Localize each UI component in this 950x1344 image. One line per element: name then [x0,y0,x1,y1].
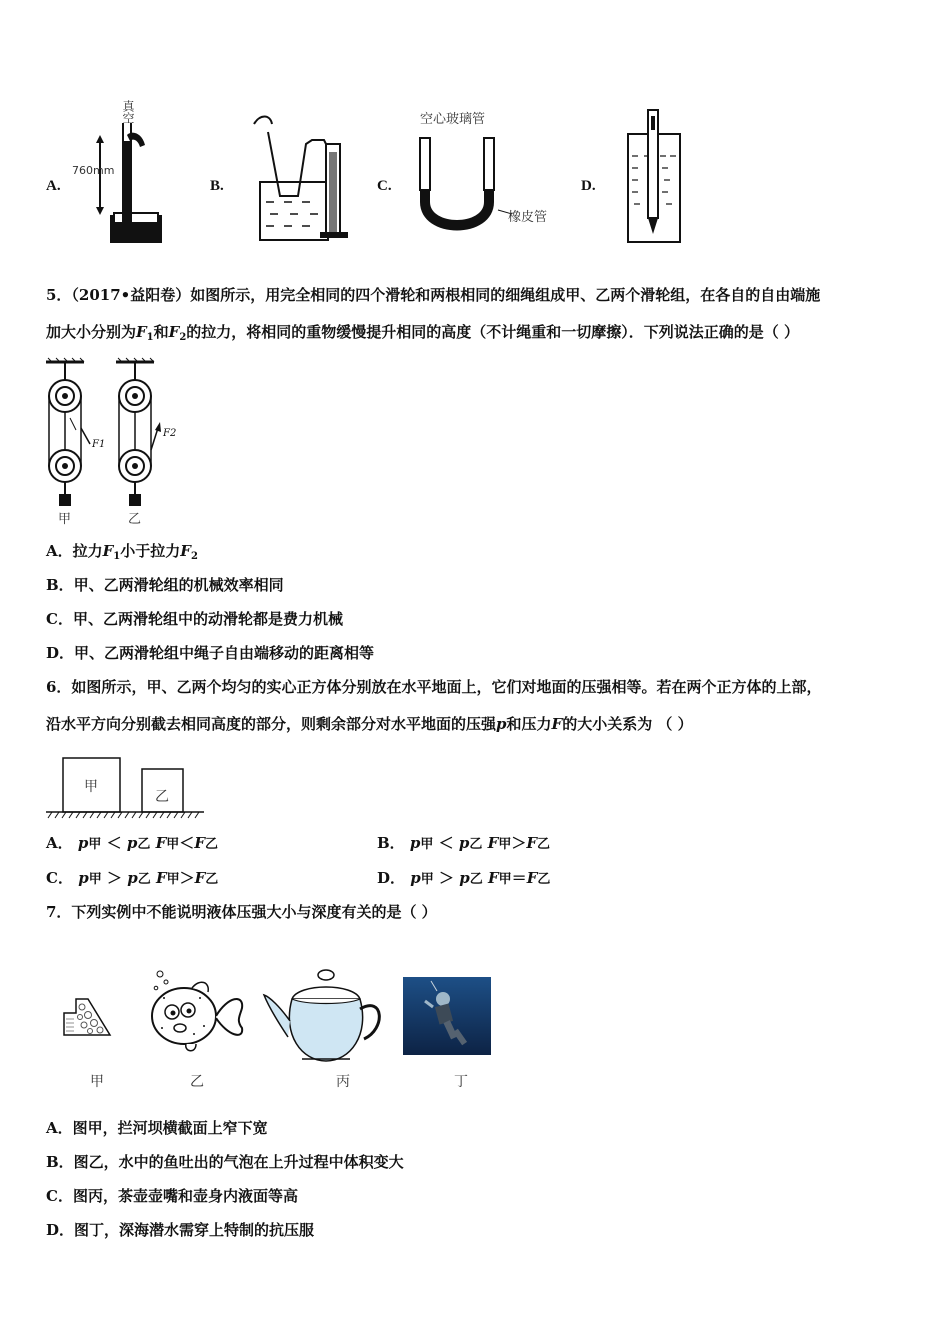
q5-f2-subscript: 2 [179,332,187,343]
q5-f1-subscript: 1 [146,332,154,343]
q6-option-a-label: A． [46,834,73,852]
q6-a-p2: p [126,834,138,852]
q6-d-f2: F [526,869,538,887]
q6-d-f1: F [488,869,499,887]
q6-b-p2: p [458,834,470,852]
q6-f-symbol: F [551,715,563,733]
q5-option-d[interactable]: D．甲、乙两滑轮组中绳子自由端移动的距离相等 [46,644,375,662]
q4-option-b-label[interactable]: B. [210,178,224,194]
q6-a-op1: ＜ [106,834,122,852]
q6-b-s2: 乙 [469,837,483,852]
q6-stem-line1: 6．如图所示，甲、乙两个均匀的实心正方体分别放在水平地面上，它们对地面的压强相等。若在两个正方体的上部， [46,678,822,696]
q6-a-s1: 甲 [88,837,102,852]
q5-option-a-f1: F [102,542,114,560]
q6-a-s2: 乙 [137,837,151,852]
pulley-system-jia [46,358,90,506]
q7-option-b[interactable]: B．图乙，水中的鱼吐出的气泡在上升过程中体积变大 [46,1153,404,1171]
rubber-tube-label: 橡皮管 [508,210,548,225]
q7-option-a[interactable]: A．图甲，拦河坝横截面上窄下宽 [46,1119,268,1137]
q7-option-d[interactable]: D．图丁，深海潜水需穿上特制的抗压服 [46,1221,315,1239]
q6-cubes-diagram [44,756,214,826]
q6-p-symbol: p [496,715,507,733]
q6-d-p2: p [459,869,470,887]
q5-fig-label-jia: 甲 [58,512,72,527]
q5-stem-line2-post: 的拉力，将相同的重物缓慢提升相同的高度（不计绳重和一切摩擦）．下列说法正确的是（ ） [186,323,800,341]
q4-figure-b-beaker [240,112,360,242]
q5-stem-line2-pre: 加大小分别为 [46,323,137,341]
q6-c-fs1: 甲 [166,872,180,887]
q6-b-s1: 甲 [420,837,434,852]
q7-figure-fish [144,968,254,1058]
q6-and-text: 和压力 [506,715,552,733]
q6-c-s1: 甲 [88,872,102,887]
q7-figure-dam [62,995,122,1045]
q7-figure-diver [403,977,491,1055]
q7-caption-ding: 丁 [454,1074,468,1090]
q6-c-f1: F [155,869,167,887]
q6-d-s2: 乙 [469,872,483,887]
q6-option-a[interactable] [46,833,218,855]
q6-b-fs1: 甲 [498,837,512,852]
q6-c-op2: ＞ [179,869,195,887]
q6-b-p1: p [409,834,421,852]
q5-option-a-f2: F [180,542,191,560]
q6-a-f1: F [155,834,167,852]
q6-option-d-label: D． [377,869,406,887]
q7-caption-bing: 丙 [336,1074,350,1090]
q6-a-fs1: 甲 [166,837,180,852]
q6-c-fs2: 乙 [205,872,219,887]
q7-caption-jia: 甲 [90,1074,104,1090]
q6-c-s2: 乙 [137,872,151,887]
q6-cube-label-jia: 甲 [84,779,98,795]
q6-b-fs2: 乙 [537,837,551,852]
q4-option-d-label[interactable]: D. [581,178,596,194]
q5-option-c[interactable]: C．甲、乙两滑轮组中的动滑轮都是费力机械 [46,610,343,628]
glass-tube-label: 空心玻璃管 [420,112,486,127]
q5-option-a[interactable] [46,541,198,567]
q6-d-fs1: 甲 [498,872,512,887]
q6-c-p1: p [78,869,89,887]
q6-option-d[interactable] [377,868,550,890]
q6-d-p1: p [410,869,421,887]
q6-b-f1: F [487,834,499,852]
q6-d-op1: ＞ [439,869,455,887]
q6-c-f2: F [194,869,206,887]
q5-f2-symbol: F [168,323,180,341]
q4-figure-d-tube-in-beaker [622,106,692,246]
q7-option-c[interactable]: C．图丙，茶壶壶嘴和壶身内液面等高 [46,1187,298,1205]
vacuum-label: 真空 [121,100,135,124]
q5-stem-line2 [46,322,799,348]
q4-option-c-label[interactable]: C. [377,178,392,194]
q6-b-op2: ＞ [511,834,527,852]
q6-cube-label-yi: 乙 [155,789,169,805]
ground-hatching [48,812,199,818]
q5-option-a-pre: A．拉力 [46,542,103,560]
q6-c-op1: ＞ [106,869,122,887]
q6-a-f2: F [194,834,205,852]
pulley-system-yi [116,358,161,506]
q5-option-a-f2-sub: 2 [190,551,198,562]
q6-b-f2: F [526,834,538,852]
q6-d-s1: 甲 [420,872,434,887]
q6-stem-line2-pre: 沿水平方向分别截去相同高度的部分，则剩余部分对水平地面的压强 [46,715,497,733]
q6-c-p2: p [127,869,138,887]
q5-option-a-mid: 小于拉力 [120,542,181,560]
q7-stem: 7．下列实例中不能说明液体压强大小与深度有关的是（ ） [46,903,437,921]
q7-figure-teapot [262,965,392,1065]
q6-a-op2: ＜ [179,834,195,852]
q5-pulley-diagram [40,358,190,528]
q6-a-fs2: 乙 [204,837,218,852]
q6-stem-line2-post: 的大小关系为 （ ） [562,715,693,733]
q6-option-c[interactable] [46,868,218,890]
q6-d-fs2: 乙 [537,872,551,887]
q5-f1-symbol: F [136,323,147,341]
q5-and-text: 和 [153,323,169,341]
q5-option-a-f1-sub: 1 [113,551,121,562]
q5-stem-line1: 5．（2017•益阳卷）如图所示，用完全相同的四个滑轮和两根相同的细绳组成甲、乙两个滑轮组，在各自的自由端施 [46,286,821,304]
q5-option-b[interactable]: B．甲、乙两滑轮组的机械效率相同 [46,576,284,594]
height-760-label: 760mm [72,164,115,177]
q6-d-op2: ＝ [511,869,527,887]
q6-option-b-label: B． [377,834,405,852]
q5-force-f2-label: F2 [163,428,177,439]
q4-option-a-label[interactable]: A. [46,178,61,194]
q6-stem-line2 [46,714,693,734]
q6-b-op1: ＜ [438,834,454,852]
q6-option-b[interactable] [377,833,550,855]
q6-a-p1: p [77,834,89,852]
q5-fig-label-yi: 乙 [128,512,142,527]
q5-force-f1-label: F1 [92,439,106,450]
q6-option-c-label: C． [46,869,73,887]
q7-caption-yi: 乙 [190,1074,204,1090]
